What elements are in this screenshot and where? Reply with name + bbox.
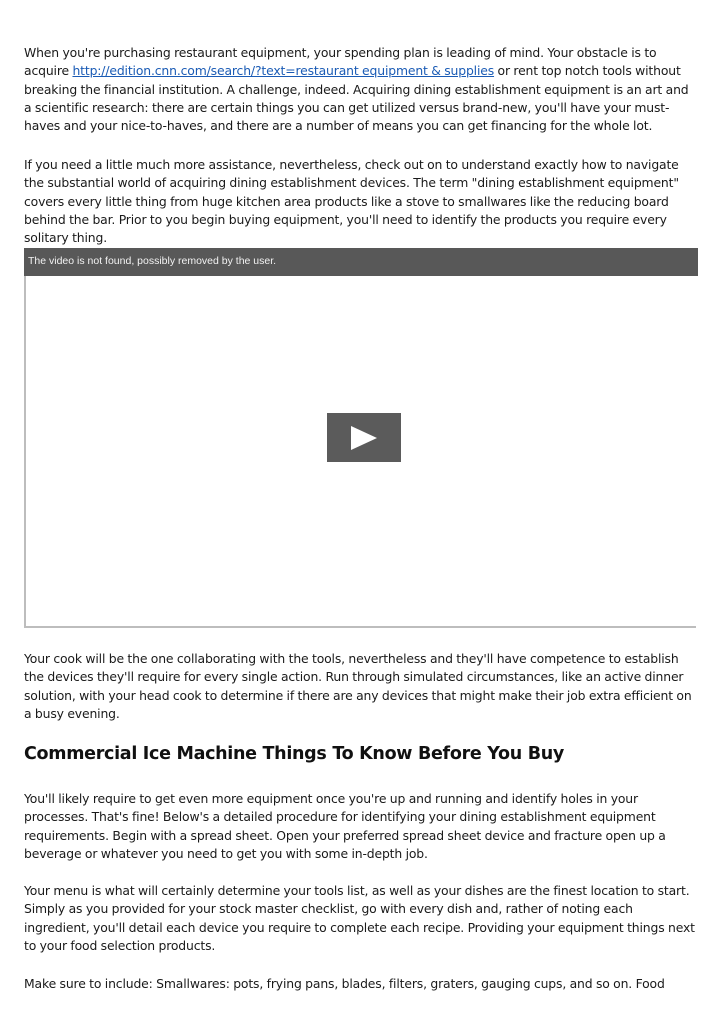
paragraph-smallwares: Make sure to include: Smallwares: pots, frying pans, blades, filters, graters, gauging cups, and so on. Food [24, 976, 665, 991]
cnn-search-link[interactable]: http://edition.cnn.com/search/?text=restaurant equipment & supplies [72, 63, 495, 79]
paragraph-assistance: If you need a little much more assistance, nevertheless, check out on to understand exactly how to navigate the substantial world of acquiring dining establishment devices. The term "dining establishment equipment" covers every little thing from huge kitchen area products like a stove to smallwares like the reducing board behind the bar. Prior to you begin buying equipment, you'll need to identify the products you require every solitary thing. [24, 157, 679, 246]
section-heading: Commercial Ice Machine Things To Know Before You Buy [24, 744, 565, 764]
video-error-message: The video is not found, possibly removed by the user. [28, 255, 277, 267]
play-button[interactable] [327, 413, 401, 462]
paragraph-menu: Your menu is what will certainly determine your tools list, as well as your dishes are the finest location to start. Simply as you provided for your stock master checklist, go with every dish and, rather of noting each ingredient, you'll detail each device you require to complete each recipe. Providing your equipment things next to your food selection products. [24, 883, 695, 953]
video-error-bar [24, 248, 698, 276]
video-player[interactable] [24, 248, 696, 628]
paragraph-cook: Your cook will be the one collaborating with the tools, nevertheless and they'll have competence to establish the devices they'll require for every single action. Run through simulated circumstances, like an active dinner solution, with your head cook to determine if there are any devices that might make their job extra efficient on a busy evening. [24, 651, 692, 721]
paragraph-spreadsheet: You'll likely require to get even more equipment once you're up and running and identify holes in your processes. That's fine! Below's a detailed procedure for identifying your dining establishment equipment requirements. Begin with a spread sheet. Open your preferred spread sheet device and fracture open up a beverage or whatever you need to get you with some in-depth job. [24, 791, 666, 861]
play-icon [327, 413, 401, 462]
paragraph-intro-text-start: When you're purchasing restaurant equipment, your spending plan is leading of mind. Your obstacle is to acquire [24, 45, 657, 79]
paragraph-intro [24, 44, 696, 135]
paragraph-intro-text-end: or rent top notch tools without breaking the financial institution. A challenge, indeed. Acquiring dining establishment equipment is an art and a scientific research: there are certain things you can get utilized versus brand-new, you'll have your must-haves and your nice-to-haves, and there are a number of means you can get financing for the whole lot. [24, 63, 689, 134]
